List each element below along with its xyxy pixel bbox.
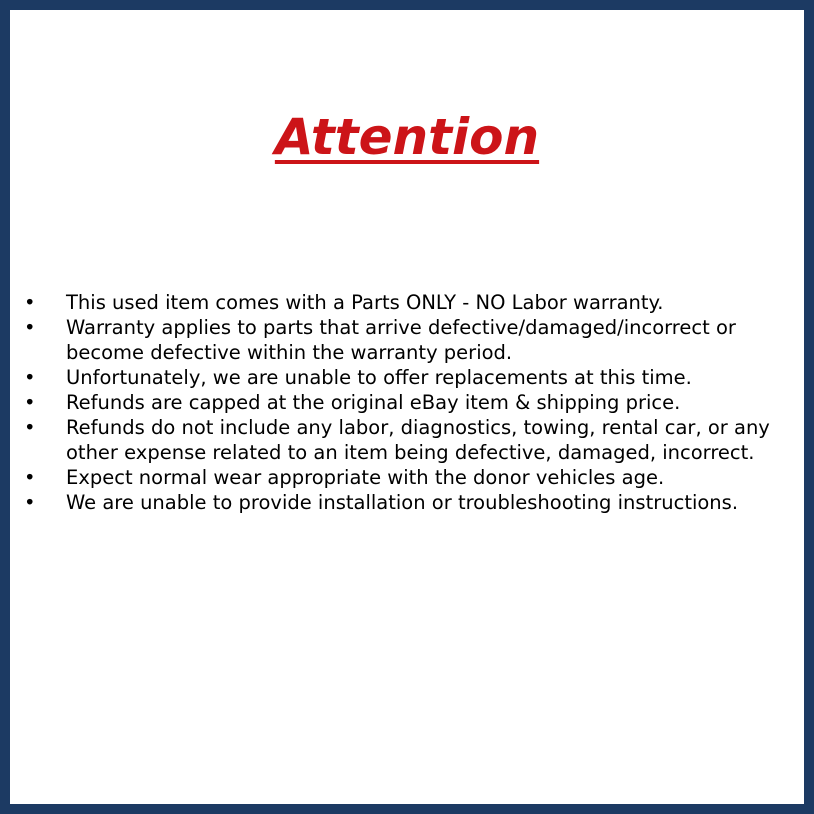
list-item: • We are unable to provide installation or troubleshooting instructions. bbox=[66, 490, 774, 515]
list-item: • Unfortunately, we are unable to offer replacements at this time. bbox=[66, 365, 774, 390]
warranty-terms-list bbox=[10, 290, 804, 515]
list-item: • Refunds are capped at the original eBay item & shipping price. bbox=[66, 390, 774, 415]
attention-title: Attention bbox=[274, 108, 540, 166]
list-item: • Expect normal wear appropriate with the donor vehicles age. bbox=[66, 465, 774, 490]
list-item: • Refunds do not include any labor, diagnostics, towing, rental car, or any other expense related to an item being defective, damaged, incorrect. bbox=[66, 415, 774, 465]
list-item: • This used item comes with a Parts ONLY - NO Labor warranty. bbox=[66, 290, 774, 315]
list-item: • Warranty applies to parts that arrive defective/damaged/incorrect or become defective within the warranty period. bbox=[66, 315, 774, 365]
